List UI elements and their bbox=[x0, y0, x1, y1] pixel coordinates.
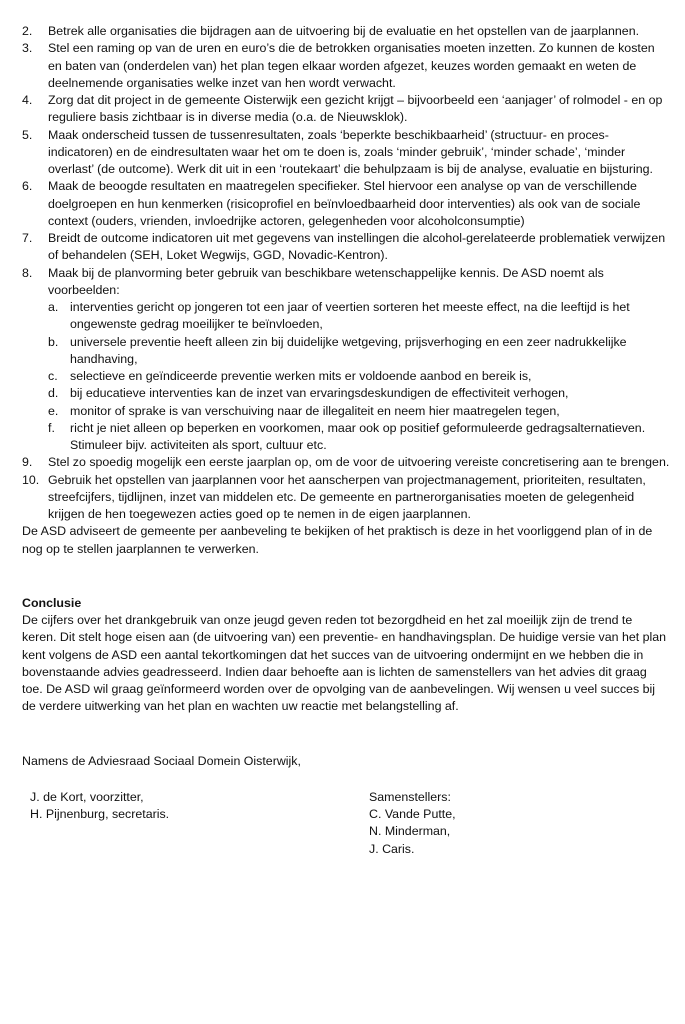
item-text: Betrek alle organisaties die bijdragen aan de uitvoering bij de evaluatie en het opstellen van de jaarplannen. bbox=[48, 24, 640, 38]
signatories-board bbox=[30, 789, 369, 858]
recommendations-list bbox=[22, 23, 670, 523]
item-number: 4. bbox=[22, 93, 33, 107]
item-text: Stel een raming op van de uren en euro’s die de betrokken organisaties moeten inzetten. Zo kunnen de kosten en baten van (onderdelen van) het plan tegen elkaar worden afgezet, keuzes worden gemaakt en weten de deelnemende organisaties welke inzet van hen wordt verwacht. bbox=[48, 41, 655, 90]
sub-text: monitor of sprake is van verschuiving naar de illegaliteit en neem hier maatregelen tegen, bbox=[70, 403, 560, 418]
signatory-line: C. Vande Putte, bbox=[369, 807, 456, 821]
sublist-item bbox=[48, 385, 670, 402]
list-item bbox=[22, 92, 670, 127]
sub-letter: a. bbox=[48, 300, 59, 314]
signatory-line: J. Caris. bbox=[369, 841, 415, 856]
list-item bbox=[22, 23, 670, 40]
signatory-line: H. Pijnenburg, secretaris. bbox=[30, 807, 170, 821]
item-number: 8. bbox=[22, 265, 33, 280]
signatories-authors bbox=[369, 789, 456, 858]
sub-text: interventies gericht op jongeren tot een jaar of veertien sorteren het meeste effect, na die leeftijd is het ongewenste gedrag moeilijker te beïnvloeden, bbox=[70, 300, 630, 332]
document-page bbox=[22, 23, 670, 858]
conclusion-heading: Conclusie bbox=[22, 595, 82, 610]
item-text: Zorg dat dit project in de gemeente Oisterwijk een gezicht krijgt – bijvoorbeeld een ‘aanjager’ of rolmodel - en op reguliere basis zichtbaar is in diverse media (o.a. de Nieuwsklok). bbox=[48, 93, 663, 125]
list-item bbox=[22, 40, 670, 92]
sub-letter: e. bbox=[48, 403, 59, 418]
item-text: Maak onderscheid tussen de tussenresultaten, zoals ‘beperkte beschikbaarheid’ (structuur- en proces-indicatoren) en de eindresultaten waar het om te doen is, zoals ‘minder gebruik’, ‘minder schade’, ‘minder overlast’ (de outcome). Werk dit uit in een ‘routekaart’ die behulpzaam is bij de analyse, evaluatie en bijsturing. bbox=[48, 127, 653, 176]
item-text: Stel zo spoedig mogelijk een eerste jaarplan op, om de voor de uitvoering vereiste concretisering aan te brengen. bbox=[48, 455, 670, 470]
sublist-item bbox=[48, 420, 670, 455]
item-text: Breidt de outcome indicatoren uit met gegevens van instellingen die alcohol-gerelateerde problematiek verwijzen of behandelen (SEH, Loket Wegwijs, GGD, Novadic-Kentron). bbox=[48, 231, 666, 263]
item-text: Gebruik het opstellen van jaarplannen voor het aanscherpen van projectmanagement, prioriteiten, resultaten, streefcijfers, tijdlijnen, inzet van middelen etc. De gemeente en partnerorganisaties moeten de gelegenheid krijgen de hen toegewezen acties goed op te nemen in de eigen jaarplannen. bbox=[48, 472, 646, 521]
sublist-item bbox=[48, 368, 670, 385]
sublist-item bbox=[48, 334, 670, 369]
authors-label: Samenstellers: bbox=[369, 789, 451, 804]
item-number: 3. bbox=[22, 41, 33, 56]
item-number: 5. bbox=[22, 127, 33, 142]
sub-text: bij educatieve interventies kan de inzet van ervaringsdeskundigen de effectiviteit verhogen, bbox=[70, 386, 569, 401]
advice-closing-paragraph: De ASD adviseert de gemeente per aanbeveling te bekijken of het praktisch is deze in het voorliggend plan of in de nog op te stellen jaarplannen te verwerken. bbox=[22, 524, 653, 556]
item-number: 7. bbox=[22, 231, 33, 245]
item-number: 9. bbox=[22, 455, 33, 470]
conclusion-paragraph: De cijfers over het drankgebruik van onze jeugd geven reden tot bezorgdheid en het zal moeilijk zijn de trend te keren. Dit stelt hoge eisen aan (de uitvoering van) een preventie- en handhavingsplan. De huidige versie van het plan kent volgens de ASD een aantal tekortkomingen dat het succes van de uitvoering ondermijnt en we hebben die in bovenstaande advies geadresseerd. Indien daar behoefte aan is lichten de samenstellers van het advies dit graag toe. De ASD wil graag geïnformeerd worden over de opvolging van de aanbevelingen. Wij wensen u veel succes bij de verdere uitwerking van het plan en wachten uw reactie met belangstelling af. bbox=[22, 613, 667, 714]
sub-letter: b. bbox=[48, 334, 59, 349]
item-text: Maak bij de planvorming beter gebruik van beschikbare wetenschappelijke kennis. De ASD noemt als voorbeelden: bbox=[48, 265, 604, 297]
item-text: Maak de beoogde resultaten en maatregelen specifieker. Stel hiervoor een analyse op van de verschillende doelgroepen en hun kenmerken (risicoprofiel en beïnvloedbaarheid door interventies) als ook van de sociale context (ouders, vrienden, invloedrijke actoren, gelegenheden voor alcoholconsumptie) bbox=[48, 179, 641, 228]
sign-off-line: Namens de Adviesraad Sociaal Domein Oisterwijk, bbox=[22, 753, 301, 768]
sub-letter: c. bbox=[48, 369, 58, 383]
sublist-item bbox=[48, 403, 670, 420]
signatory-line: N. Minderman, bbox=[369, 824, 451, 839]
sub-text: richt je niet alleen op beperken en voorkomen, maar ook op positief geformuleerde gedragsalternatieven. Stimuleer bijv. activiteiten als sport, cultuur etc. bbox=[70, 420, 646, 452]
sublist-item bbox=[48, 299, 670, 334]
list-item bbox=[22, 265, 670, 455]
sub-text: universele preventie heeft alleen zin bij duidelijke wetgeving, prijsverhoging en een zeer nadrukkelijke handhaving, bbox=[70, 334, 627, 366]
sub-letter: d. bbox=[48, 386, 59, 401]
signatures bbox=[22, 789, 670, 858]
list-item bbox=[22, 178, 670, 230]
list-item bbox=[22, 230, 670, 265]
item-number: 10. bbox=[22, 472, 40, 487]
sub-text: selectieve en geïndiceerde preventie werken mits er voldoende aanbod en bereik is, bbox=[70, 369, 532, 383]
sub-letter: f. bbox=[48, 420, 55, 435]
item-number: 2. bbox=[22, 24, 33, 38]
list-item bbox=[22, 454, 670, 471]
examples-sublist bbox=[48, 299, 670, 454]
item-number: 6. bbox=[22, 179, 33, 194]
list-item bbox=[22, 127, 670, 179]
signatory-line: J. de Kort, voorzitter, bbox=[30, 789, 144, 804]
list-item bbox=[22, 472, 670, 524]
